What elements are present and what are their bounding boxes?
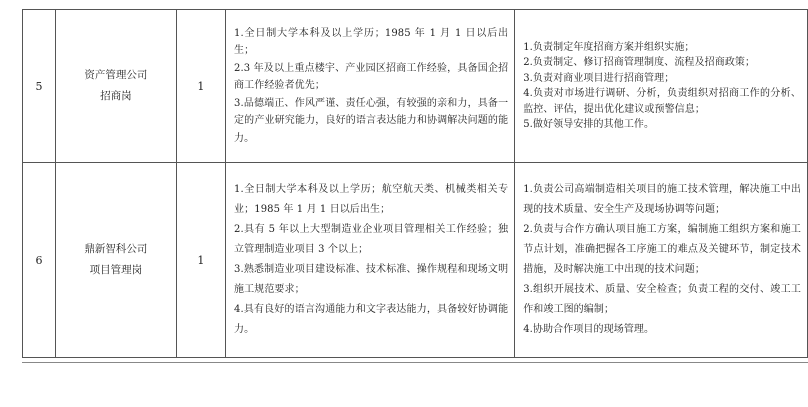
requirement-item: 3.熟悉制造业项目建设标准、技术标准、操作规程和现场文明施工规范要求； [234,264,509,295]
recruitment-table [22,9,808,358]
position-name [56,10,177,163]
position-name [56,163,177,358]
position-company: 鼎新智科公司 [84,243,148,255]
position-title: 项目管理岗 [89,264,143,276]
requirements-cell [226,10,515,163]
headcount: 1 [176,163,225,358]
position-title: 招商岗 [100,90,132,102]
requirement-item: 3.品德端正、作风严谨、责任心强，有较强的亲和力，具备一定的产业研究能力，良好的语言表达能力和协调解决问题的能力。 [234,97,509,144]
duty-item: 1.负责公司高端制造相关项目的施工技术管理，解决施工中出现的技术质量、安全生产及现场协调等问题； [523,184,801,215]
duty-item: 2.负责制定、修订招商管理制度、流程及招商政策； [523,57,756,68]
row-number: 5 [23,10,56,163]
requirements-cell [226,163,515,358]
table-row [23,163,808,358]
duty-item: 3.负责对商业项目进行招商管理； [523,72,675,84]
headcount: 1 [176,10,225,163]
table-bottom-rule [22,362,808,363]
duties-cell [515,10,808,163]
duty-item: 4.协助合作项目的现场管理。 [523,324,655,335]
duty-item: 2.负责与合作方确认项目施工方案，编制施工组织方案和施工节点计划，准确把握各工序施工的难点及关键环节，制定技术措施，及时解决施工中出现的技术问题； [523,224,801,275]
position-company: 资产管理公司 [84,69,148,81]
requirement-item: 1.全日制大学本科及以上学历；1985 年 1 月 1 日以后出生； [234,27,509,57]
duty-item: 1.负责制定年度招商方案并组织实施； [523,41,695,53]
row-number: 6 [23,163,56,358]
requirement-item: 1.全日制大学本科及以上学历；航空航天类、机械类相关专业；1985 年 1 月 1 日以后出生； [234,184,509,215]
requirement-item: 4.具有良好的语言沟通能力和文字表达能力，具备较好协调能力。 [234,304,509,335]
duties-cell [515,163,808,358]
duty-item: 4.负责对市场进行调研、分析，负责组织对招商工作的分析、监控、评估，提出优化建议或预警信息； [523,88,801,115]
table-row [23,10,808,163]
requirement-item: 2.3 年及以上重点楼宇、产业园区招商工作经验，具备国企招商工作经验者优先； [234,62,509,92]
requirement-item: 2.具有 5 年以上大型制造业企业项目管理相关工作经验；独立管理制造业项目 3 个以上； [234,224,509,255]
duty-item: 3.组织开展技术、质量、安全检查；负责工程的交付、竣工工作和竣工图的编制； [523,284,801,315]
duty-item: 5.做好领导安排的其他工作。 [523,119,655,130]
